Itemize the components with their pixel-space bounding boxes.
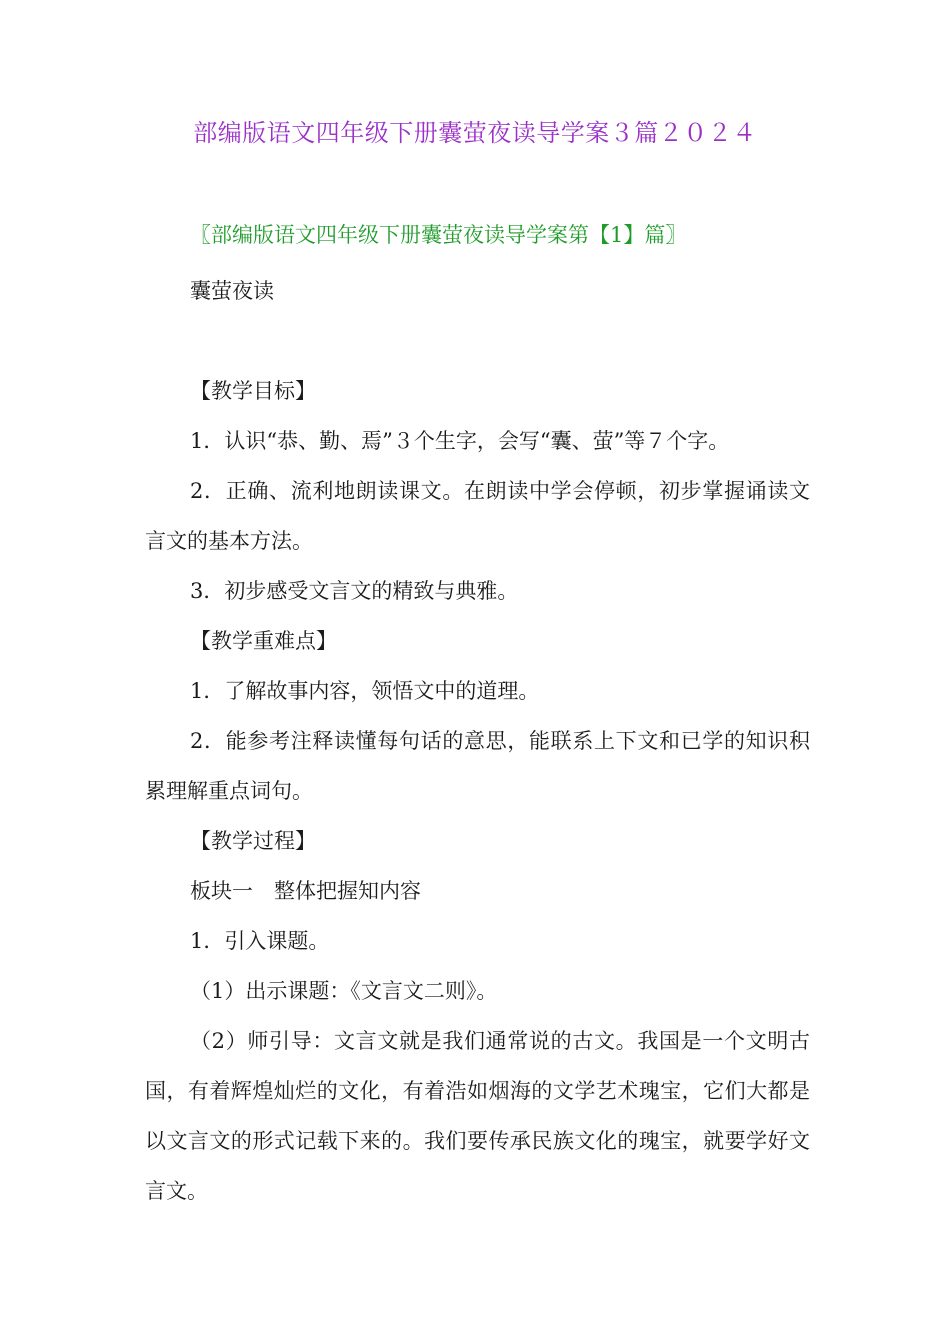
goal-item-2: 2．正确、流利地朗读课文。在朗读中学会停顿，初步掌握诵读文言文的基本方法。: [145, 479, 810, 553]
key-point-2: 2．能参考注释读懂每句话的意思，能联系上下文和已学的知识积累理解重点词句。: [145, 729, 810, 803]
document-title: 部编版语文四年级下册囊萤夜读导学案３篇２０２４: [193, 119, 757, 147]
process-step-1: 1．引入课题。: [190, 929, 330, 953]
key-point-1: 1．了解故事内容，领悟文中的道理。: [190, 679, 540, 703]
section-header: 〖部编版语文四年级下册囊萤夜读导学案第【1】篇〗: [190, 223, 687, 247]
goal-item-1: 1．认识“恭、勤、焉”３个生字，会写“囊、萤”等７个字。: [190, 429, 730, 453]
heading-key-points: 【教学重难点】: [190, 629, 337, 653]
process-block-1: 板块一 整体把握知内容: [190, 879, 421, 903]
blank-line: [145, 316, 810, 366]
heading-teaching-goals: 【教学目标】: [190, 379, 316, 403]
heading-teaching-process: 【教学过程】: [190, 829, 316, 853]
document-body: [145, 266, 810, 1216]
goal-item-3: 3．初步感受文言文的精致与典雅。: [190, 579, 519, 603]
process-substep-1: （1）出示课题：《文言文二则》。: [190, 979, 498, 1003]
lesson-title: 囊萤夜读: [190, 279, 274, 303]
process-substep-2: （2）师引导：文言文就是我们通常说的古文。我国是一个文明古国，有着辉煌灿烂的文化，有着浩如烟海的文学艺术瑰宝，它们大都是以文言文的形式记载下来的。我们要传承民族文化的瑰宝，就要学好文言文。: [145, 1029, 810, 1203]
